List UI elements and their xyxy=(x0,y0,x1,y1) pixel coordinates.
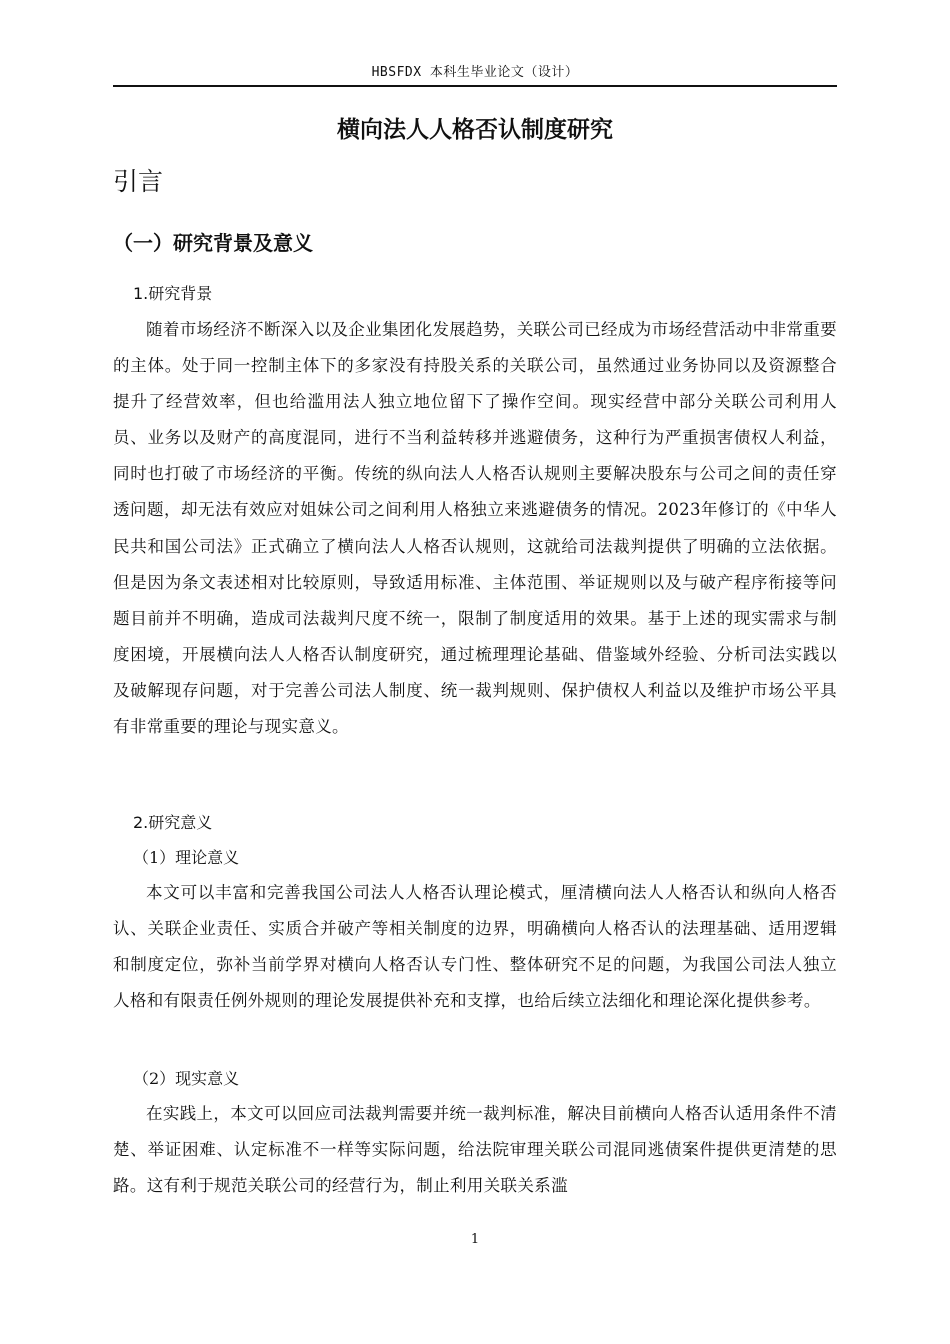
running-header: HBSFDX 本科生毕业论文（设计） xyxy=(371,65,579,80)
paragraph-theoretical: 本文可以丰富和完善我国公司法人人格否认理论模式，厘清横向法人人格否认和纵向人格否认、关联企业责任、实质合并破产等相关制度的边界，明确横向人格否认的法理基础、适用逻辑和制度定位，弥补当前学界对横向人格否认专门性、整体研究不足的问题，为我国公司法人独立人格和有限责任例外规则的理论发展提供补充和支撑，也给后续立法细化和理论深化提供参考。 xyxy=(113,883,837,1011)
paragraph-practical: 在实践上，本文可以回应司法裁判需要并统一裁判标准，解决目前横向人格否认适用条件不清楚、举证困难、认定标准不一样等实际问题，给法院审理关联公司混同逃债案件提供更清楚的思路。这有利于规范关联公司的经营行为，制止利用关联关系滥 xyxy=(113,1104,837,1196)
sub-heading-theoretical: （1）理论意义 xyxy=(133,848,240,867)
header-divider xyxy=(113,85,837,87)
paragraph-background: 随着市场经济不断深入以及企业集团化发展趋势，关联公司已经成为市场经营活动中非常重要的主体。处于同一控制主体下的多家没有持股关系的关联公司，虽然通过业务协同以及资源整合提升了经营效率，但也给滥用法人独立地位留下了操作空间。现实经营中部分关联公司利用人员、业务以及财产的高度混同，进行不当利益转移并逃避债务，这种行为严重损害债权人利益，同时也打破了市场经济的平衡。传统的纵向法人人格否认规则主要解决股东与公司之间的责任穿透问题，却无法有效应对姐妹公司之间利用人格独立来逃避债务的情况。2023年修订的《中华人民共和国公司法》正式确立了横向法人人格否认规则，这就给司法裁判提供了明确的立法依据。但是因为条文表述相对比较原则，导致适用标准、主体范围、举证规则以及与破产程序衔接等问题目前并不明确，造成司法裁判尺度不统一，限制了制度适用的效果。基于上述的现实需求与制度困境，开展横向法人人格否认制度研究，通过梳理理论基础、借鉴域外经验、分析司法实践以及破解现存问题，对于完善公司法人制度、统一裁判规则、保护债权人利益以及维护市场公平具有非常重要的理论与现实意义。 xyxy=(113,320,837,737)
document-title: 横向法人人格否认制度研究 xyxy=(337,117,613,143)
chapter-heading: 引言 xyxy=(113,167,164,196)
section-heading: （一）研究背景及意义 xyxy=(113,231,313,255)
subsection-heading-background: 1.研究背景 xyxy=(133,284,213,303)
page-number: 1 xyxy=(470,1232,480,1247)
subsection-heading-significance: 2.研究意义 xyxy=(133,813,213,832)
sub-heading-practical: （2）现实意义 xyxy=(133,1069,240,1088)
